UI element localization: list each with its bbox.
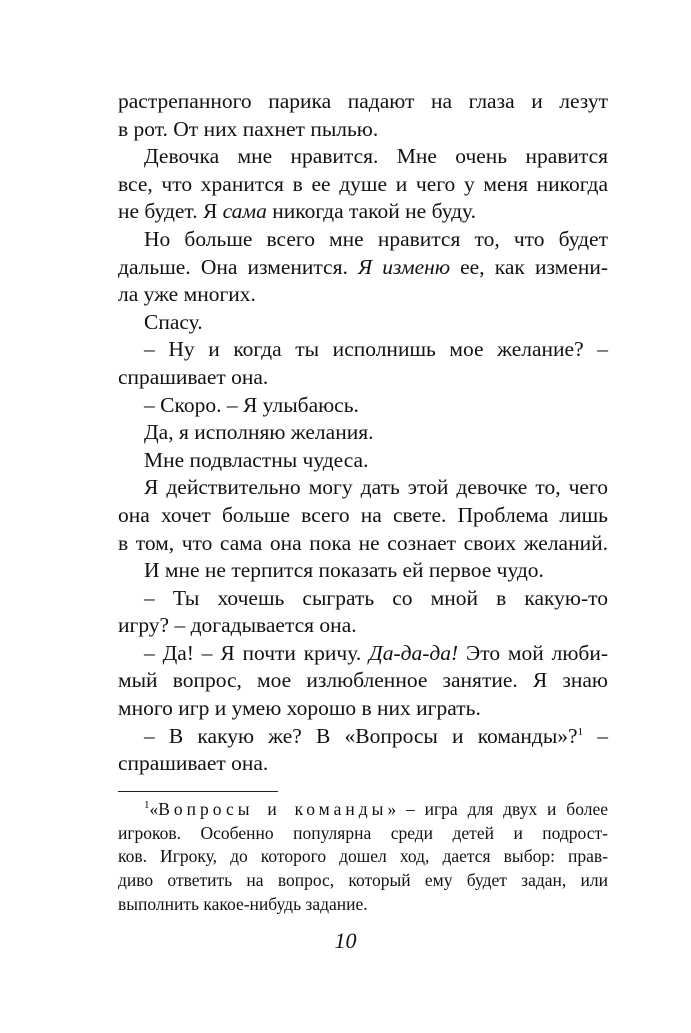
text-line: дальше. Она изменится. Я изменю ее, как измени- (118, 254, 608, 279)
text-line: мый вопрос, мое излюбленное занятие. Я знаю (118, 668, 608, 693)
text-line: Да, я исполняю желания. (144, 420, 374, 445)
page-number: 10 (334, 928, 357, 953)
text-line: – Да! – Я почти кричу. Да-да-да! Это мой люби- (144, 640, 608, 665)
text-line: Но больше всего мне нравится то, что будет (144, 226, 608, 251)
footnote-line: ков. Игроку, до которого дошел ход, дается выбор: прав- (118, 846, 608, 867)
text-line: она хочет больше всего на свете. Проблема лишь (118, 502, 608, 527)
footnote-line: диво ответить на вопрос, который ему будет задан, или (118, 870, 608, 891)
text-line: – Скоро. – Я улыбаюсь. (144, 392, 359, 417)
footnote-line: $^1$«Вопросы и команды» – игра для двух и более (144, 799, 608, 819)
text-line: все, что хранится в ее душе и чего у меня никогда (118, 171, 608, 196)
text-line: – Ну и когда ты исполнишь мое желание? – (144, 337, 608, 362)
text-line: ла уже многих. (118, 282, 256, 307)
text-line: в том, что сама она пока не сознает своих желаний. (118, 530, 608, 555)
text-line: И мне не терпится показать ей первое чудо. (144, 558, 544, 583)
footnote-line: выполнить какое-нибудь задание. (118, 893, 368, 914)
text-line: Девочка мне нравится. Мне очень нравится (144, 144, 608, 169)
text-line: в рот. От них пахнет пылью. (118, 116, 379, 141)
text-line: Спасу. (144, 309, 203, 334)
text-line: много игр и умею хорошо в них играть. (118, 696, 481, 721)
text-line: Я действительно могу дать этой девочке то, чего (144, 475, 608, 500)
text-line: – В какую же? В «Вопросы и команды»?$^1$ – (144, 723, 609, 748)
footnote (118, 798, 608, 916)
text-line: Мне подвластны чудеса. (144, 447, 369, 472)
text-line: игру? – догадывается она. (118, 613, 357, 638)
text-line: растрепанного парика падают на глаза и лезут (118, 89, 608, 113)
text-line: спрашивает она. (118, 751, 269, 776)
text-line: спрашивает она. (118, 364, 269, 389)
footnote-separator (118, 791, 278, 792)
text-line: не будет. Я сама никогда такой не буду. (118, 199, 477, 224)
text-line: – Ты хочешь сыграть со мной в какую-то (144, 585, 608, 610)
main-text (118, 88, 608, 778)
footnote-line: игроков. Особенно популярна среди детей и подрост- (118, 822, 608, 843)
